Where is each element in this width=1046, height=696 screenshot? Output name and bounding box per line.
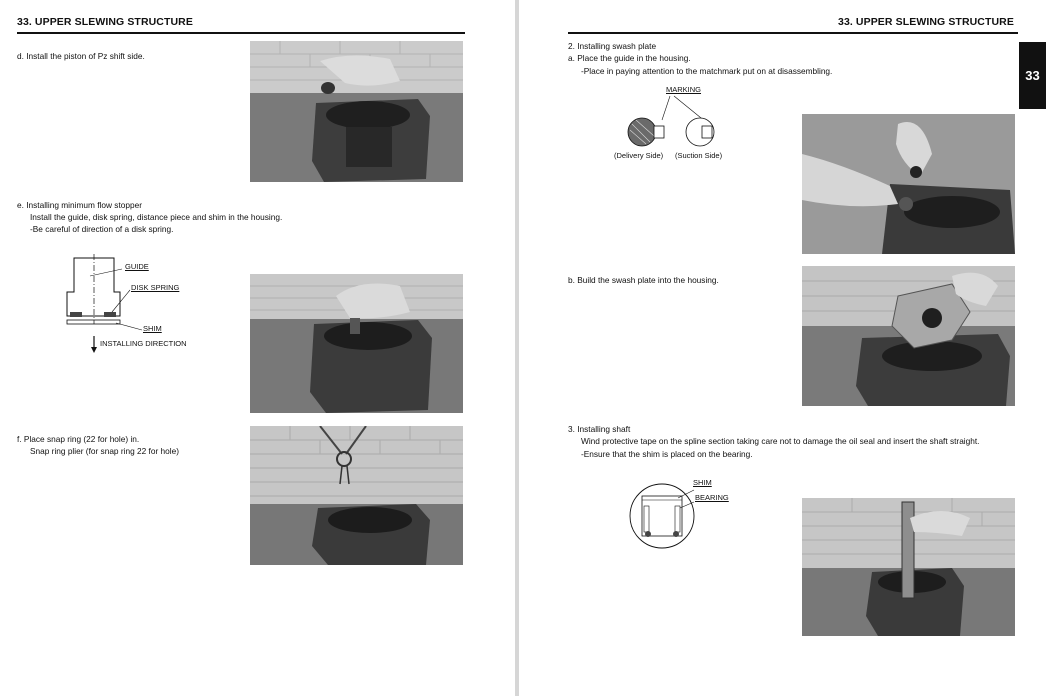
label-delivery-side: (Delivery Side) (614, 151, 664, 160)
step-f-line1: f. Place snap ring (22 for hole) in. (17, 434, 140, 444)
left-page-header: 33. UPPER SLEWING STRUCTURE (17, 16, 193, 28)
step-b-text: b. Build the swash plate into the housing. (568, 275, 719, 285)
step-e-line2: Install the guide, disk spring, distance piece and shim in the housing. (30, 212, 283, 222)
label-disk-spring: DISK SPRING (131, 283, 180, 292)
label-shim: SHIM (143, 324, 162, 333)
step-2-line3: -Place in paying attention to the matchmark put on at disassembling. (581, 66, 833, 76)
label-bearing: BEARING (695, 493, 729, 502)
label-installing-direction: INSTALLING DIRECTION (100, 339, 187, 348)
photo-piston-install (250, 41, 463, 182)
step-e-line1: e. Installing minimum flow stopper (17, 200, 142, 210)
step-2-line2: a. Place the guide in the housing. (568, 53, 691, 63)
chapter-tab: 33 (1019, 42, 1046, 109)
photo-guide-install (250, 274, 463, 413)
photo-swash-plate (802, 266, 1015, 406)
step-2-line1: 2. Installing swash plate (568, 41, 657, 51)
label-marking: MARKING (666, 85, 702, 94)
diagram-matchmark (620, 92, 730, 152)
step-3-line1: 3. Installing shaft (568, 424, 631, 434)
right-page-header: 33. UPPER SLEWING STRUCTURE (838, 16, 1014, 28)
label-shim-2: SHIM (693, 478, 712, 487)
step-3-line3: -Ensure that the shim is placed on the bearing. (581, 449, 753, 459)
photo-guide-housing (802, 114, 1015, 254)
step-e-line3: -Be careful of direction of a disk spring. (30, 224, 174, 234)
step-3-line2: Wind protective tape on the spline section taking care not to damage the oil seal and insert the shaft straight. (581, 436, 980, 446)
step-f-line2: Snap ring plier (for snap ring 22 for hole) (30, 446, 179, 456)
right-header-rule (568, 32, 1018, 34)
label-suction-side: (Suction Side) (675, 151, 723, 160)
photo-shaft-install (802, 498, 1015, 636)
step-d-text: d. Install the piston of Pz shift side. (17, 51, 145, 61)
photo-snap-ring-plier (250, 426, 463, 565)
diagram-shim-bearing (628, 482, 698, 552)
left-header-rule (17, 32, 465, 34)
label-guide: GUIDE (125, 262, 149, 271)
